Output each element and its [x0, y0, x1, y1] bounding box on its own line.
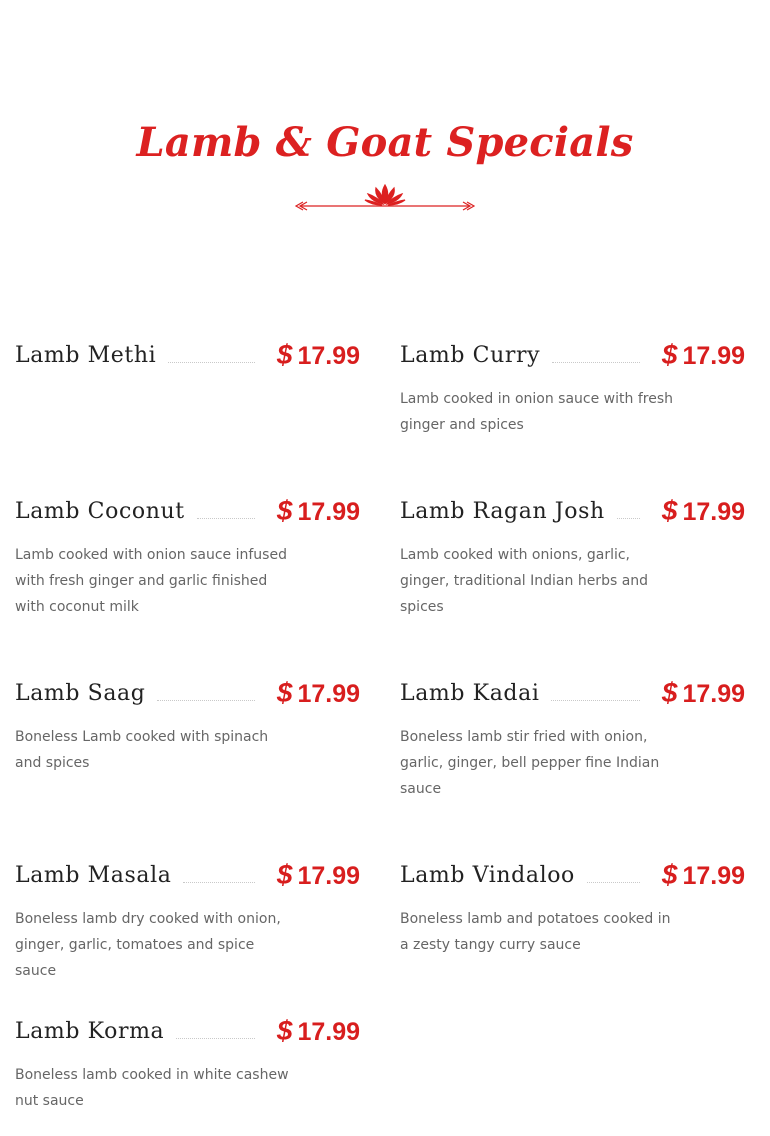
dotted-leader	[168, 361, 255, 363]
item-price: $ 17.99	[276, 1015, 360, 1046]
item-price: $ 17.99	[661, 495, 745, 526]
menu-item-lamb-curry	[400, 333, 745, 438]
item-price: $ 17.99	[276, 495, 360, 526]
item-name: Lamb Korma	[15, 1019, 165, 1044]
menu-item-lamb-saag	[15, 671, 360, 776]
item-name: Lamb Saag	[15, 681, 146, 706]
dotted-leader	[176, 1037, 255, 1039]
item-name: Lamb Curry	[400, 343, 541, 368]
item-name: Lamb Ragan Josh	[400, 499, 605, 524]
item-name: Lamb Vindaloo	[400, 863, 575, 888]
menu-item-lamb-masala	[15, 853, 360, 984]
item-name: Lamb Coconut	[15, 499, 185, 524]
lotus-divider-icon	[295, 184, 475, 216]
item-description: Boneless Lamb cooked with spinach and spices	[15, 729, 269, 771]
item-description: Boneless lamb and potatoes cooked in a zesty tangy curry sauce	[400, 911, 671, 953]
item-price: $ 17.99	[661, 339, 745, 370]
item-description: Boneless lamb dry cooked with onion, ginger, garlic, tomatoes and spice sauce	[15, 911, 281, 979]
item-name: Lamb Masala	[15, 863, 172, 888]
item-description: Boneless lamb stir fried with onion, garlic, ginger, bell pepper fine Indian sauce	[400, 729, 660, 797]
section-title: Lamb & Goat Specials	[136, 119, 634, 166]
item-price: $ 17.99	[276, 677, 360, 708]
section-header	[0, 112, 770, 216]
menu-item-lamb-coconut	[15, 489, 360, 620]
item-name: Lamb Kadai	[400, 681, 540, 706]
item-price: $ 17.99	[276, 339, 360, 370]
item-price: $ 17.99	[661, 859, 745, 890]
dotted-leader	[617, 517, 640, 519]
item-description: Lamb cooked with onion sauce infused with fresh ginger and garlic finished with coconut milk	[15, 547, 287, 615]
item-description: Lamb cooked with onions, garlic, ginger, traditional Indian herbs and spices	[400, 547, 649, 615]
dotted-leader	[551, 699, 639, 701]
menu-item-lamb-korma	[15, 1009, 360, 1114]
item-description: Boneless lamb cooked in white cashew nut sauce	[15, 1067, 289, 1109]
menu-item-lamb-kadai	[400, 671, 745, 802]
dotted-leader	[552, 361, 640, 363]
item-price: $ 17.99	[276, 859, 360, 890]
dotted-leader	[197, 517, 255, 519]
item-name: Lamb Methi	[15, 343, 157, 368]
dotted-leader	[157, 699, 254, 701]
dotted-leader	[183, 881, 254, 883]
dotted-leader	[587, 881, 640, 883]
menu-item-lamb-ragan-josh	[400, 489, 745, 620]
item-price: $ 17.99	[661, 677, 745, 708]
item-description: Lamb cooked in onion sauce with fresh ginger and spices	[400, 391, 673, 433]
menu-item-lamb-methi	[15, 333, 360, 386]
menu-item-lamb-vindaloo	[400, 853, 745, 958]
